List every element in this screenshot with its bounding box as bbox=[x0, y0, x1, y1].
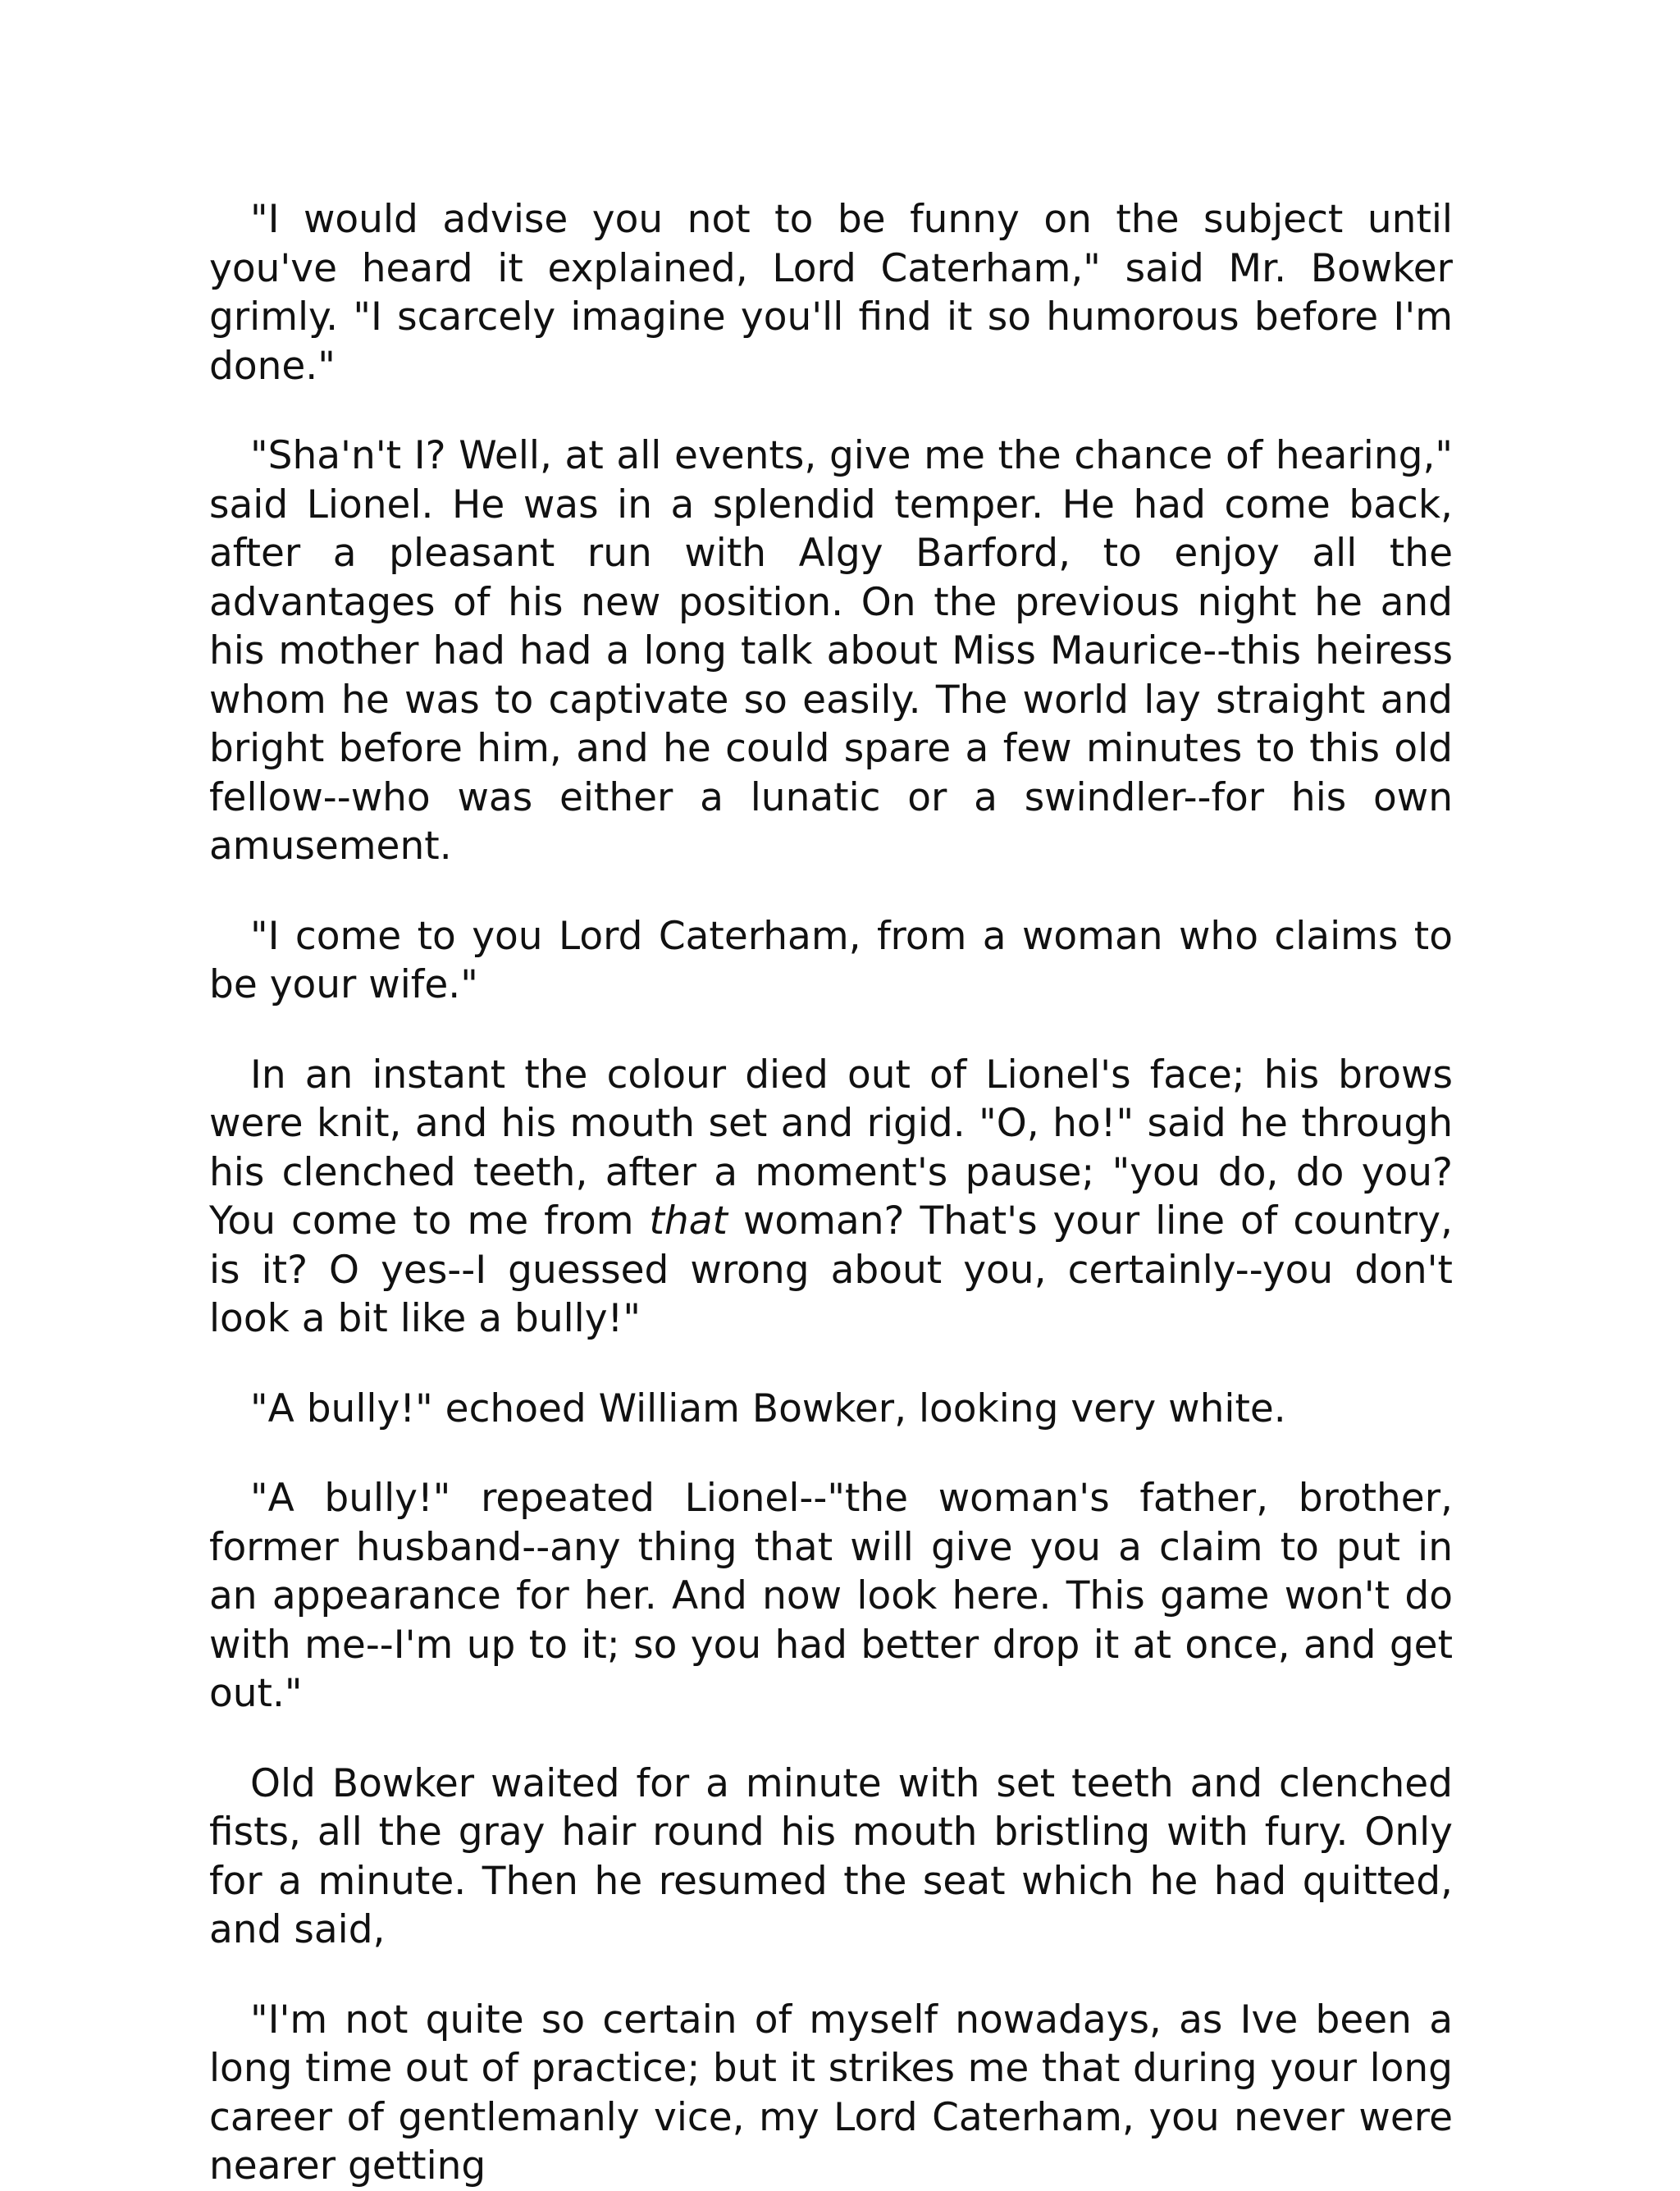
paragraph-3: "I come to you Lord Caterham, from a woman who claims to be your wife." bbox=[209, 913, 1453, 1007]
paragraph-1: "I would advise you not to be funny on the subject until you've heard it explained, Lord Caterham," said Mr. Bowker grimly. "I scarcely imagine you'll find it so humorous before I'm done." bbox=[209, 197, 1453, 389]
paragraph-8: "I'm not quite so certain of myself nowadays, as Ive been a long time out of practice; but it strikes me that during your long career of gentlemanly vice, my Lord Caterham, you never were nearer getting bbox=[209, 1997, 1453, 2189]
book-page bbox=[209, 195, 1453, 2191]
paragraph-2: "Sha'n't I? Well, at all events, give me the chance of hearing," said Lionel. He was in a splendid temper. He had come back, after a pleasant run with Algy Barford, to enjoy all the advantages of his new position. On the previous night he and his mother had had a long talk about Miss Maurice--this heiress whom he was to captivate so easily. The world lay straight and bright before him, and he could spare a few minutes to this old fellow--who was either a lunatic or a swindler--for his own amusement. bbox=[209, 433, 1453, 869]
paragraph-6: "A bully!" repeated Lionel--"the woman's father, brother, former husband--any thing that will give you a claim to put in an appearance for her. And now look here. This game won't do with me--I'm up to it; so you had better drop it at once, and get out." bbox=[209, 1476, 1453, 1716]
paragraph-4-text-after: woman? That's your line of country, is it? O yes--I guessed wrong about you, certainly--you don't look a bit like a bully!" bbox=[209, 1198, 1453, 1341]
paragraph-4-text-before: In an instant the colour died out of Lionel's face; his brows were knit, and his mouth set and rigid. "O, ho!" said he through his clenched teeth, after a moment's pause; "you do, do you? You come to me from bbox=[209, 1052, 1453, 1244]
paragraph-5: "A bully!" echoed William Bowker, looking very white. bbox=[250, 1385, 1286, 1431]
paragraph-4 bbox=[209, 1051, 1453, 1344]
paragraph-7: Old Bowker waited for a minute with set teeth and clenched fists, all the gray hair round his mouth bristling with fury. Only for a minute. Then he resumed the seat which he had quitted, and said, bbox=[209, 1760, 1453, 1952]
paragraph-4-emphasis: that bbox=[649, 1198, 728, 1244]
